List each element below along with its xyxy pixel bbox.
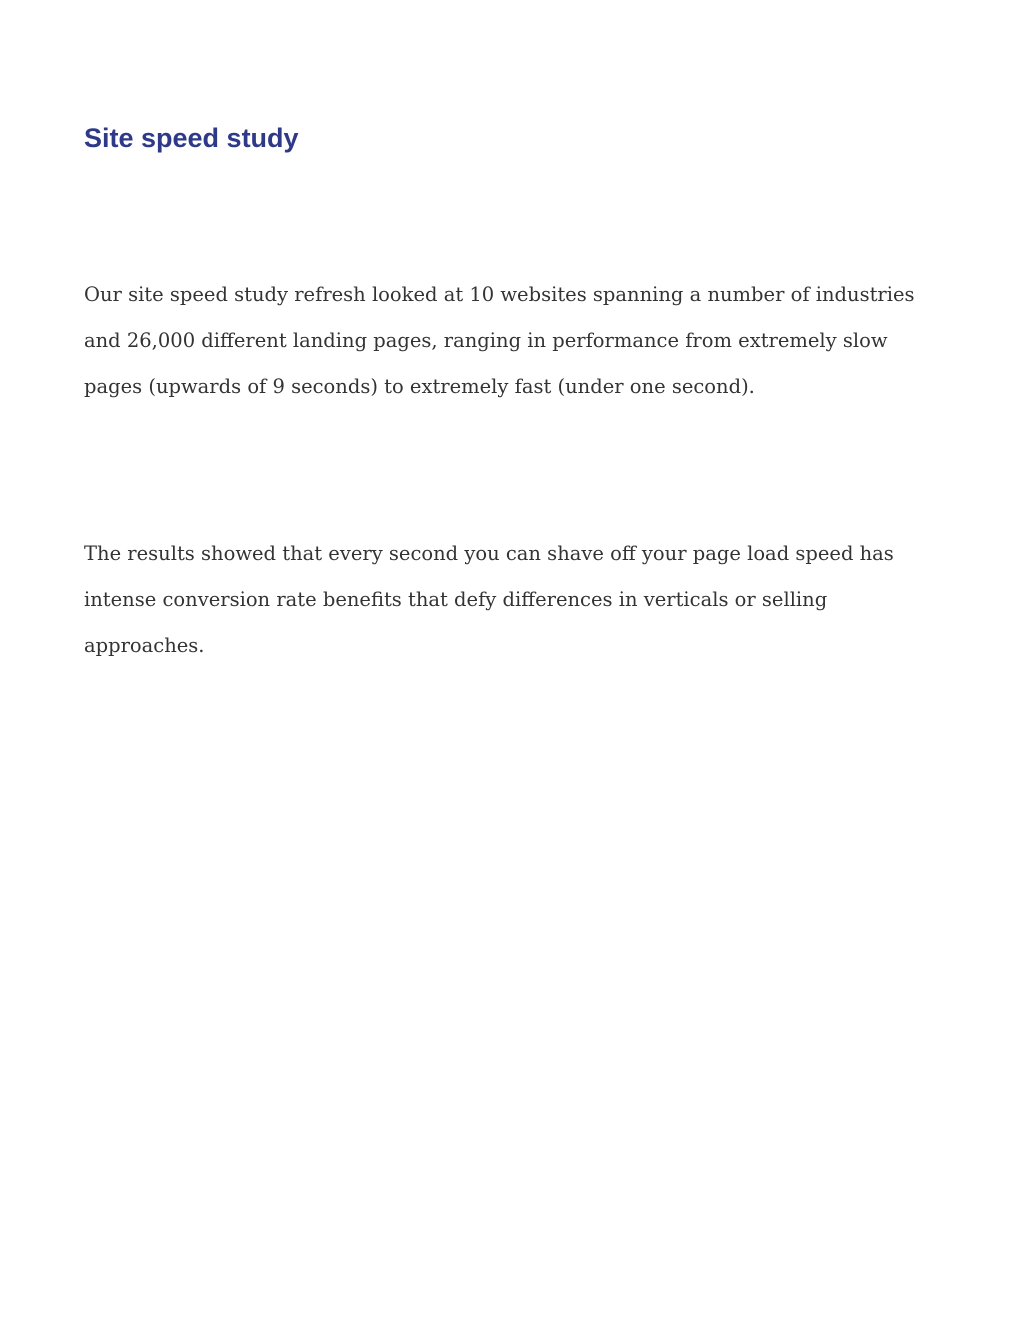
page-title: Site speed study — [84, 123, 299, 153]
paragraph-study-overview — [84, 272, 924, 410]
paragraph-line: intense conversion rate benefits that defy differences in verticals or selling — [84, 588, 828, 611]
paragraph-line: pages (upwards of 9 seconds) to extremely fast (under one second). — [84, 375, 755, 398]
paragraph-line: approaches. — [84, 634, 205, 657]
paragraph-study-results — [84, 531, 924, 669]
paragraph-line: and 26,000 different landing pages, ranging in performance from extremely slow — [84, 329, 888, 352]
paragraph-line: The results showed that every second you can shave off your page load speed has — [84, 542, 894, 565]
paragraph-line: Our site speed study refresh looked at 10 websites spanning a number of industries — [84, 283, 915, 306]
